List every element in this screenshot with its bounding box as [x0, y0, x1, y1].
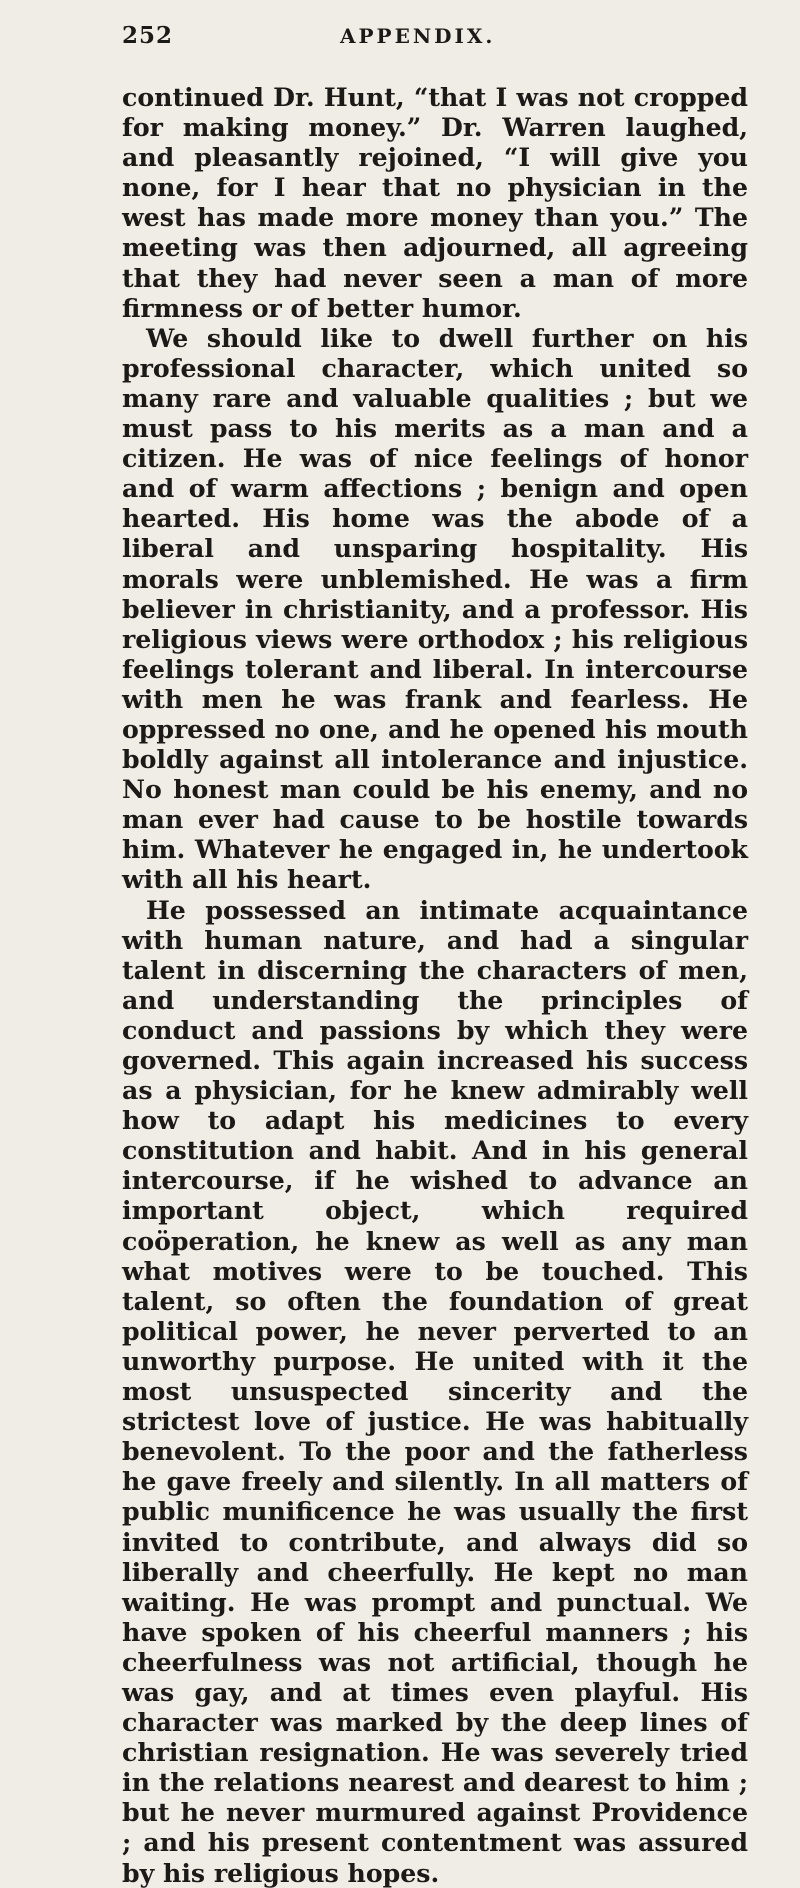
page-number: 252 [122, 22, 174, 49]
paragraph-human-nature: He possessed an intimate acquaintance with human nature, and had a singular talent in discerning the characters of men, and understanding the principles of conduct and passions by which they were governed. This again increased his success as a physician, for he knew admirably well how to adapt his medicines to every constitution and habit. And in his general intercourse, if he wished to advance an important object, which required coöperation, he knew as well as any man what motives were to be touched. This talent, so often the foundation of great political power, he never perverted to an unworthy purpose. He united with it the most unsuspected sincerity and the strictest love of justice. He was habitually benevolent. To the poor and the fatherless he gave freely and silently. In all matters of public munificence he was usually the first invited to contribute, and always did so liberally and cheerfully. He kept no man waiting. He was prompt and punctual. We have spoken of his cheerful manners ; his cheerfulness was not artificial, though he was gay, and at times even playful. His character was marked by the deep lines of christian resignation. He was severely tried in the relations nearest and dearest to him ; but he never murmured against Providence ; and his present contentment was assured by his religious hopes. [122, 894, 748, 1888]
text-body [122, 82, 748, 1888]
running-head [122, 22, 742, 62]
section-title: APPENDIX. [340, 24, 496, 48]
paragraph-continued: continued Dr. Hunt, “that I was not cropped for making money.” Dr. Warren laughed, and pleasantly rejoined, “I will give you none, for I hear that no physician in the west has made more money than you.” The meeting was then adjourned, all agreeing that they had never seen a man of more firmness or of better humor. [122, 82, 748, 323]
paragraph-character: We should like to dwell further on his professional character, which united so many rare and valuable qualities ; but we must pass to his merits as a man and a citizen. He was of nice feelings of honor and of warm affections ; benign and open hearted. His home was the abode of a liberal and unsparing hospitality. His morals were unblemished. He was a firm believer in christianity, and a professor. His religious views were orthodox ; his religious feelings tolerant and liberal. In intercourse with men he was frank and fearless. He oppressed no one, and he opened his mouth boldly against all intolerance and injustice. No honest man could be his enemy, and no man ever had cause to be hostile towards him. Whatever he engaged in, he undertook with all his heart. [122, 322, 748, 895]
